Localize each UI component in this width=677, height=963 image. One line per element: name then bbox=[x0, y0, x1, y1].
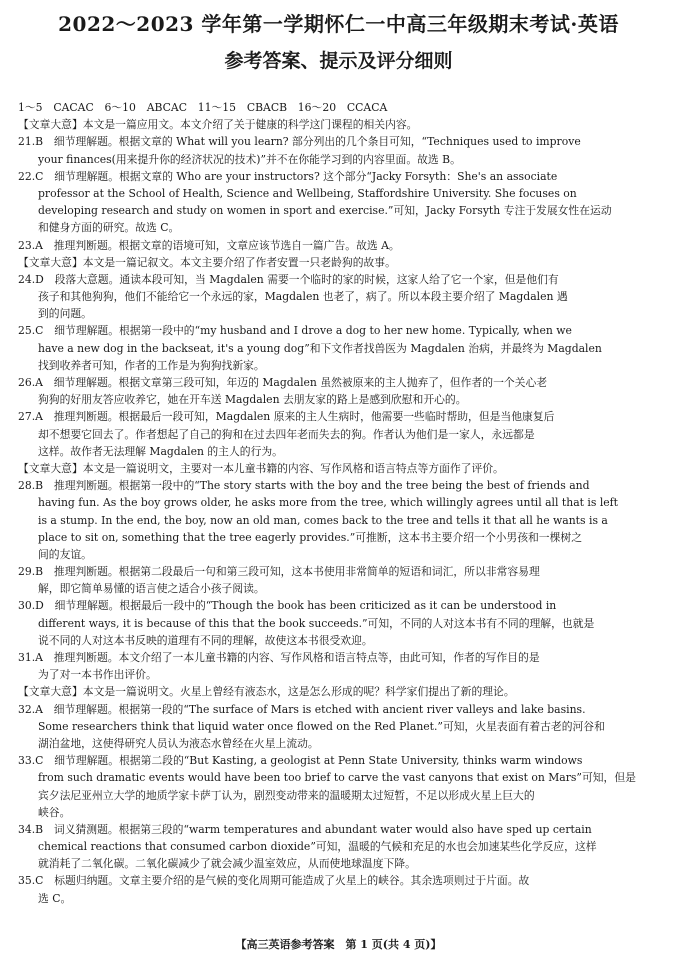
text-line: 25.C 细节理解题。根据第一段中的“my husband and I drove a dog to her new home. Typically, when we bbox=[18, 324, 572, 338]
text-line: 狗狗的好朋友答应收养它，她在开车送 Magdalen 去朋友家的路上是感到欣慰和开心的。 bbox=[38, 393, 467, 407]
text-line: 35.C 标题归纳题。文章主要介绍的是气候的变化周期可能造成了火星上的峡谷。其余选项则过于片面。故 bbox=[18, 874, 530, 888]
text-line: 却不想要它回去了。作者想起了自己的狗和在过去四年老而失去的狗。作者认为他们是一家人，永远都是 bbox=[38, 427, 535, 441]
text-line: 27.A 推理判断题。根据最后一段可知，Magdalen 原来的主人生病时，他需要一些临时帮助，但是当他康复后 bbox=[18, 410, 555, 424]
text-line: 22.C 细节理解题。根据文章的 Who are your instructors? 这个部分“Jacky Forsyth：She's an associate bbox=[18, 169, 558, 183]
text-line: 28.B 推理判断题。根据第一段中的“The story starts with the boy and the tree being the best of friends and bbox=[18, 479, 590, 493]
answer-key-line: 1～5 CACAC 6～10 ABCAC 11～15 CBACB 16～20 CCACA bbox=[18, 101, 388, 114]
text-line: 【文章大意】本文是一篇说明文。火星上曾经有液态水，这是怎么形成的呢？科学家们提出了新的理论。 bbox=[18, 685, 515, 699]
text-line: 32.A 细节理解题。根据第一段的“The surface of Mars is etched with ancient river valleys and lake basins. bbox=[18, 702, 586, 716]
text-line: 30.D 细节理解题。根据最后一段中的“Though the book has been criticized as it can be understood in bbox=[18, 599, 557, 613]
text-line: 找到收养者可知，作者的工作是为狗狗找新家。 bbox=[38, 358, 265, 372]
text-line: Some researchers think that liquid water once flowed on the Red Planet.”可知，火星表面有着古老的河谷和 bbox=[38, 719, 605, 733]
text-line: 宾夕法尼亚州立大学的地质学家卡萨丁认为，剧烈变动带来的温暖期太过短暂，不足以形成火星上巨大的 bbox=[38, 788, 535, 802]
document-title: 2022～2023 学年第一学期怀仁一中高三年级期末考试·英语 bbox=[58, 12, 619, 36]
text-line: 为了对一本书作出评价。 bbox=[38, 668, 157, 682]
answer-body bbox=[18, 99, 656, 907]
text-line: 23.A 推理判断题。根据文章的语境可知，文章应该节选自一篇广告。故选 A。 bbox=[18, 238, 400, 252]
text-line: place to sit on, something that the tree eagerly provides.”可推断，这本书主要介绍一个小男孩和一棵树之 bbox=[38, 530, 582, 544]
text-line: chemical reactions that consumed carbon dioxide”可知，温暖的气候和充足的水也会加速某些化学反应，这样 bbox=[38, 840, 597, 854]
text-line: 到的问题。 bbox=[38, 307, 92, 321]
text-line: from such dramatic events would have been too brief to carve the vast canyons that exist on Mars”可知，但是 bbox=[38, 771, 636, 785]
text-line: 解，即它简单易懂的语言使之适合小孩子阅读。 bbox=[38, 582, 265, 596]
text-line: 这样。故作者无法理解 Magdalen 的主人的行为。 bbox=[38, 444, 283, 458]
text-line: 【文章大意】本文是一篇应用文。本文介绍了关于健康的科学这门课程的相关内容。 bbox=[18, 118, 418, 132]
text-line: 【文章大意】本文是一篇记叙文。本文主要介绍了作者安置一只老龄狗的故事。 bbox=[18, 255, 396, 269]
text-line: 33.C 细节理解题。根据第二段的“But Kasting, a geologist at Penn State University, thinks warm windows bbox=[18, 754, 583, 768]
text-line: 孩子和其他狗狗，他们不能给它一个永远的家，Magdalen 也老了，病了。所以本段主要介绍了 Magdalen 遇 bbox=[38, 290, 568, 304]
text-line: 湖泊盆地，这使得研究人员认为液态水曾经在火星上流动。 bbox=[38, 736, 319, 750]
text-line: 34.B 词义猜测题。根据第三段的“warm temperatures and abundant water would also have sped up certain bbox=[18, 822, 592, 836]
text-line: 峡谷。 bbox=[38, 805, 71, 819]
text-line: 31.A 推理判断题。本文介绍了一本儿童书籍的内容、写作风格和语言特点等，由此可知，作者的写作目的是 bbox=[18, 651, 540, 664]
text-line: your finances(用来提升你的经济状况的技术)”并不在你能学习到的内容里面。故选 B。 bbox=[38, 152, 461, 166]
text-line: 29.B 推理判断题。根据第二段最后一句和第三段可知，这本书使用非常简单的短语和词汇，所以非常容易理 bbox=[18, 565, 540, 579]
text-line: is a stump. In the end, the boy, now an old man, comes back to the tree and tells it that all he wants is a bbox=[38, 513, 608, 527]
text-line: developing research and study on women in sport and exercise.”可知，Jacky Forsyth 专注于发展女性在运动 bbox=[38, 204, 612, 218]
text-line: 21.B 细节理解题。根据文章的 What will you learn? 部分列出的几个条目可知，“Techniques used to improve bbox=[18, 135, 581, 149]
text-line: 说不同的人对这本书反映的道理有不同的理解，故使这本书很受欢迎。 bbox=[38, 633, 373, 647]
text-line: 和健身方面的研究。故选 C。 bbox=[38, 221, 180, 235]
text-line: 【文章大意】本文是一篇说明文，主要对一本儿童书籍的内容、写作风格和语言特点等方面作了评价。 bbox=[18, 461, 504, 475]
text-line: 就消耗了二氧化碳。二氧化碳减少了就会减少温室效应，从而使地球温度下降。 bbox=[38, 857, 416, 871]
text-line: professor at the School of Health, Science and Wellbeing, Staffordshire University. She focuses on bbox=[38, 186, 577, 200]
text-line: having fun. As the boy grows older, he asks more from the tree, which willingly agrees until all that is left bbox=[38, 496, 619, 510]
text-line: have a new dog in the backseat, it's a young dog”和下文作者找兽医为 Magdalen 治病，并最终为 Magdalen bbox=[38, 341, 602, 355]
text-line: different ways, it is because of this that the book succeeds.”可知，不同的人对这本书有不同的理解，也就是 bbox=[38, 616, 595, 630]
text-line: 选 C。 bbox=[38, 891, 72, 905]
document-subtitle: 参考答案、提示及评分细则 bbox=[224, 50, 453, 72]
text-line: 24.D 段落大意题。通读本段可知，当 Magdalen 需要一个临时的家的时候，这家人给了它一个家，但是他们有 bbox=[18, 272, 559, 286]
text-line: 26.A 细节理解题。根据文章第三段可知，年迈的 Magdalen 虽然被原来的主人抛弃了，但作者的一个关心老 bbox=[18, 376, 548, 389]
page-footer: 【高三英语参考答案 第 1 页(共 4 页)】 bbox=[235, 938, 442, 951]
text-line: 间的友谊。 bbox=[38, 547, 92, 561]
